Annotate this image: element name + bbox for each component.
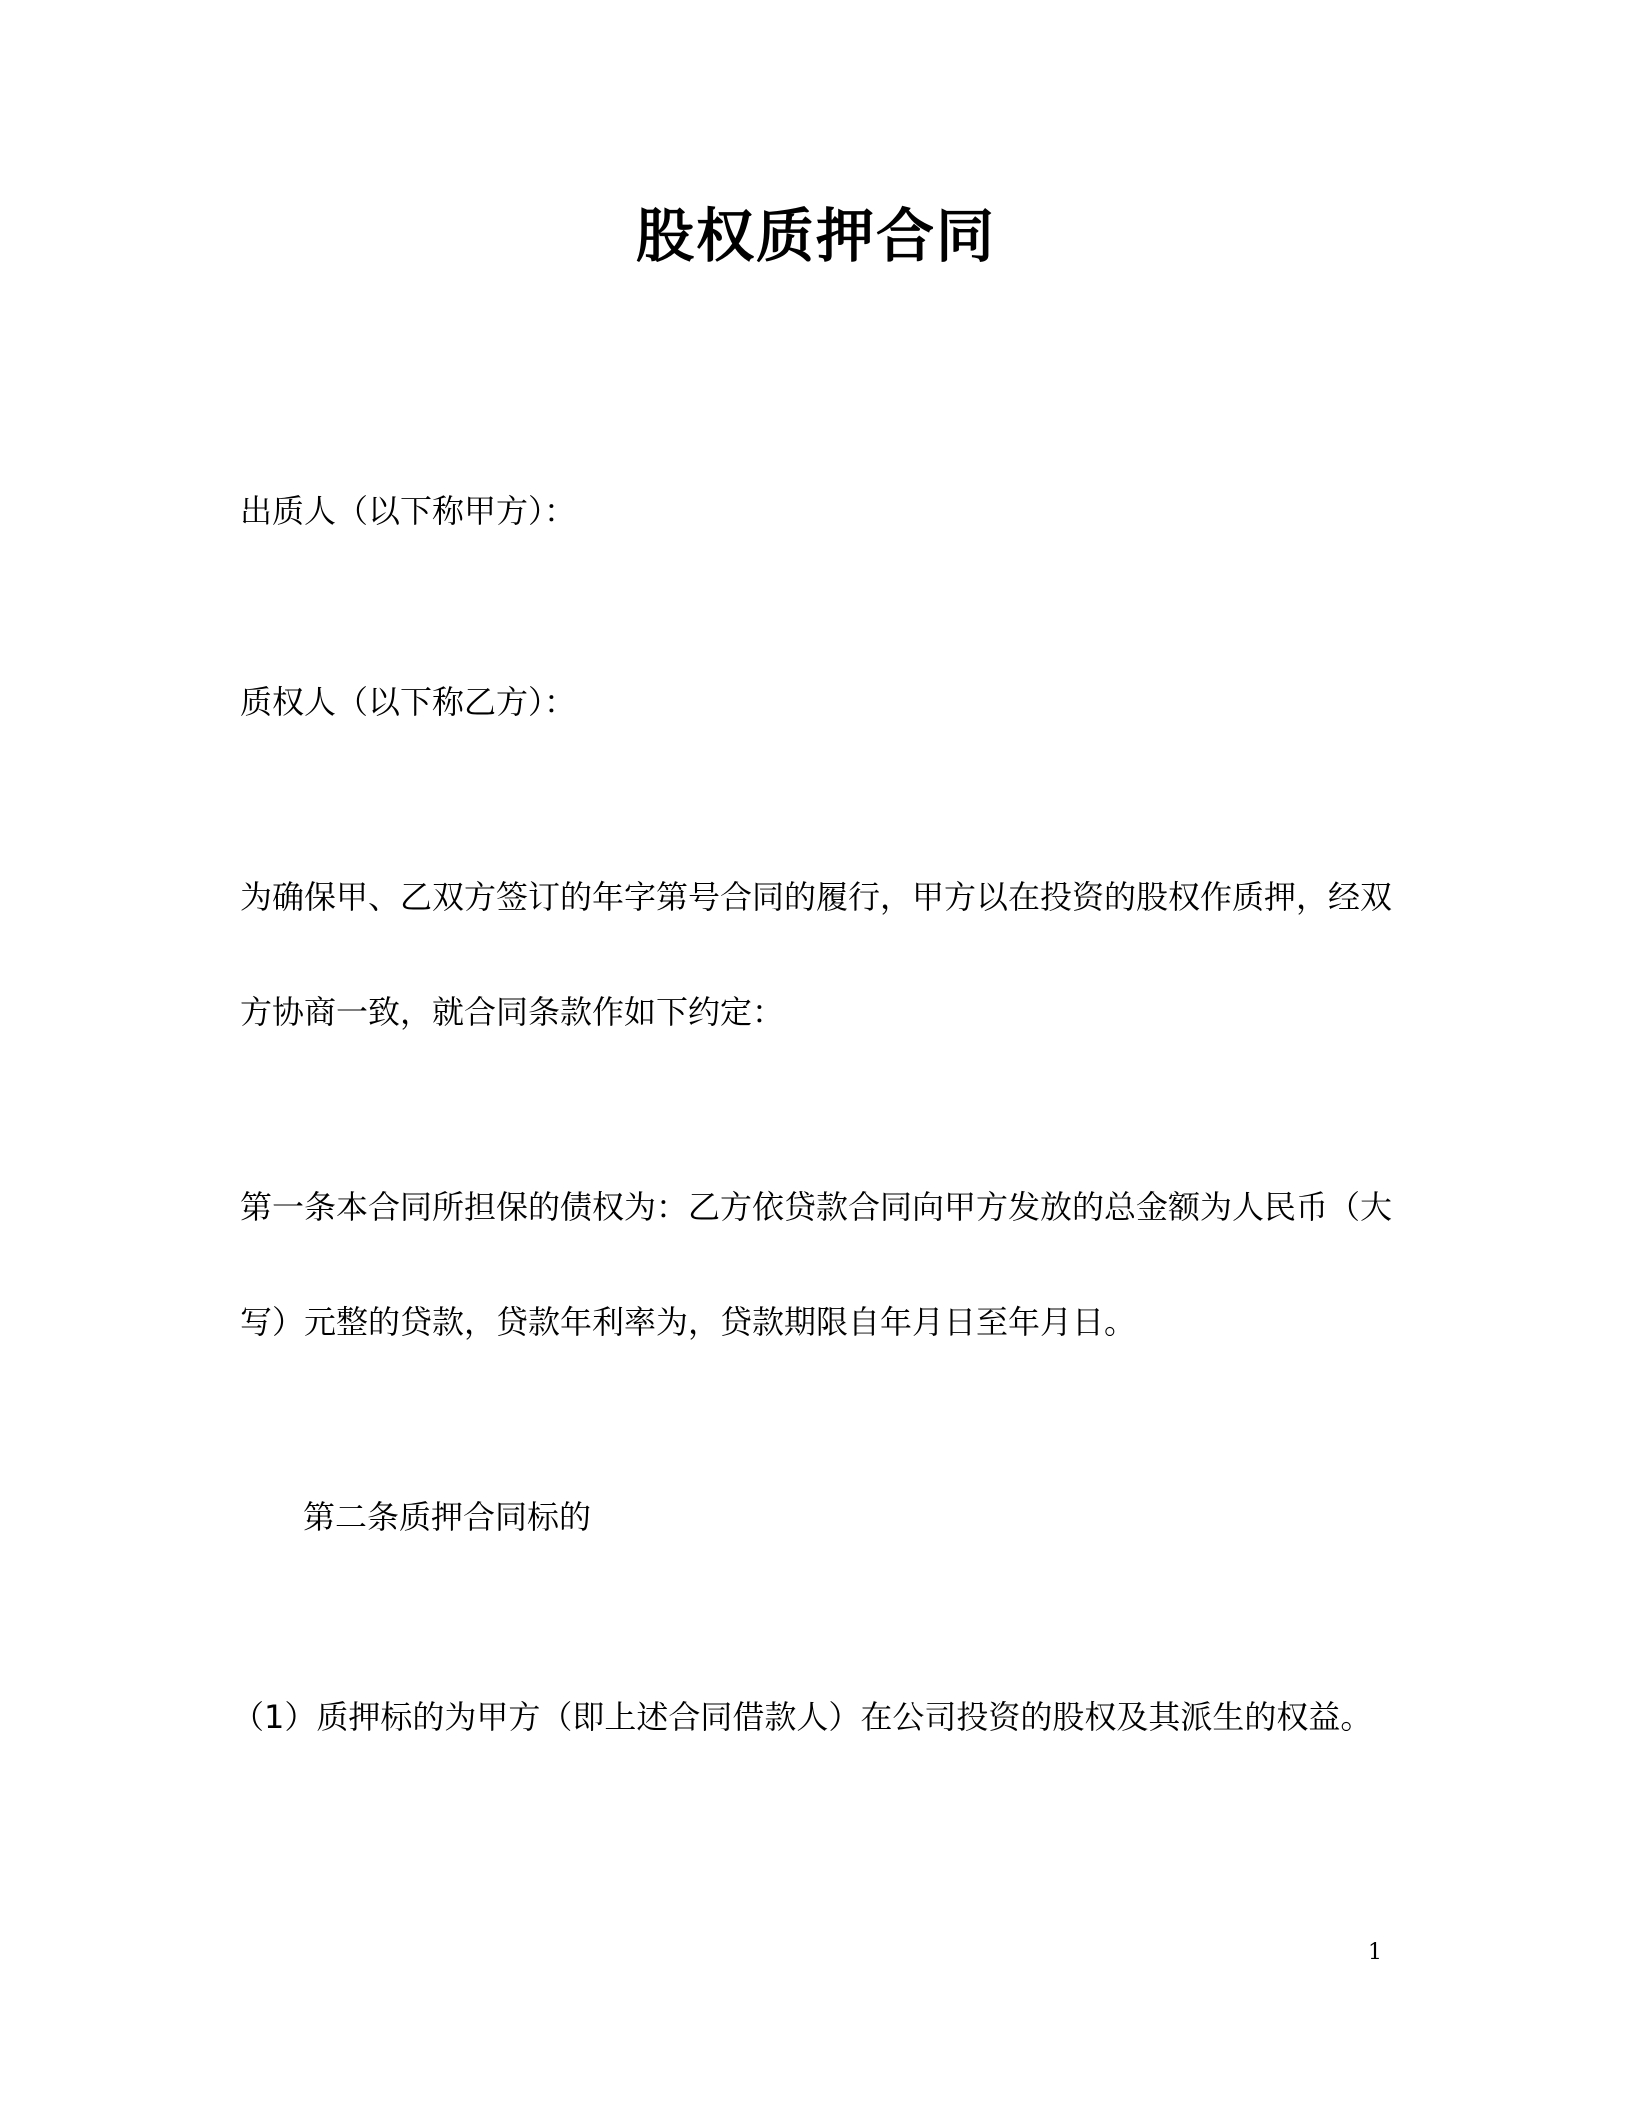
article2-item-1: （1）质押标的为甲方（即上述合同借款人）在公司投资的股权及其派生的权益。 xyxy=(232,1698,1373,1736)
preamble-line-1: 为确保甲、乙双方签订的年字第号合同的履行，甲方以在投资的股权作质押，经双 xyxy=(240,878,1393,916)
article2-heading: 第二条质押合同标的 xyxy=(303,1498,592,1536)
pledgor-label: 出质人（以下称甲方）： xyxy=(240,492,577,530)
document-title: 股权质押合同 xyxy=(635,202,996,270)
pledgee-label: 质权人（以下称乙方）： xyxy=(240,683,577,721)
article1-line-2: 写）元整的贷款，贷款年利率为，贷款期限自年月日至年月日。 xyxy=(240,1303,1137,1341)
preamble-line-2: 方协商一致，就合同条款作如下约定： xyxy=(240,993,785,1031)
article1-line-1: 第一条本合同所担保的债权为：乙方依贷款合同向甲方发放的总金额为人民币（大 xyxy=(240,1188,1393,1226)
page-number: 1 xyxy=(1368,1940,1382,1965)
